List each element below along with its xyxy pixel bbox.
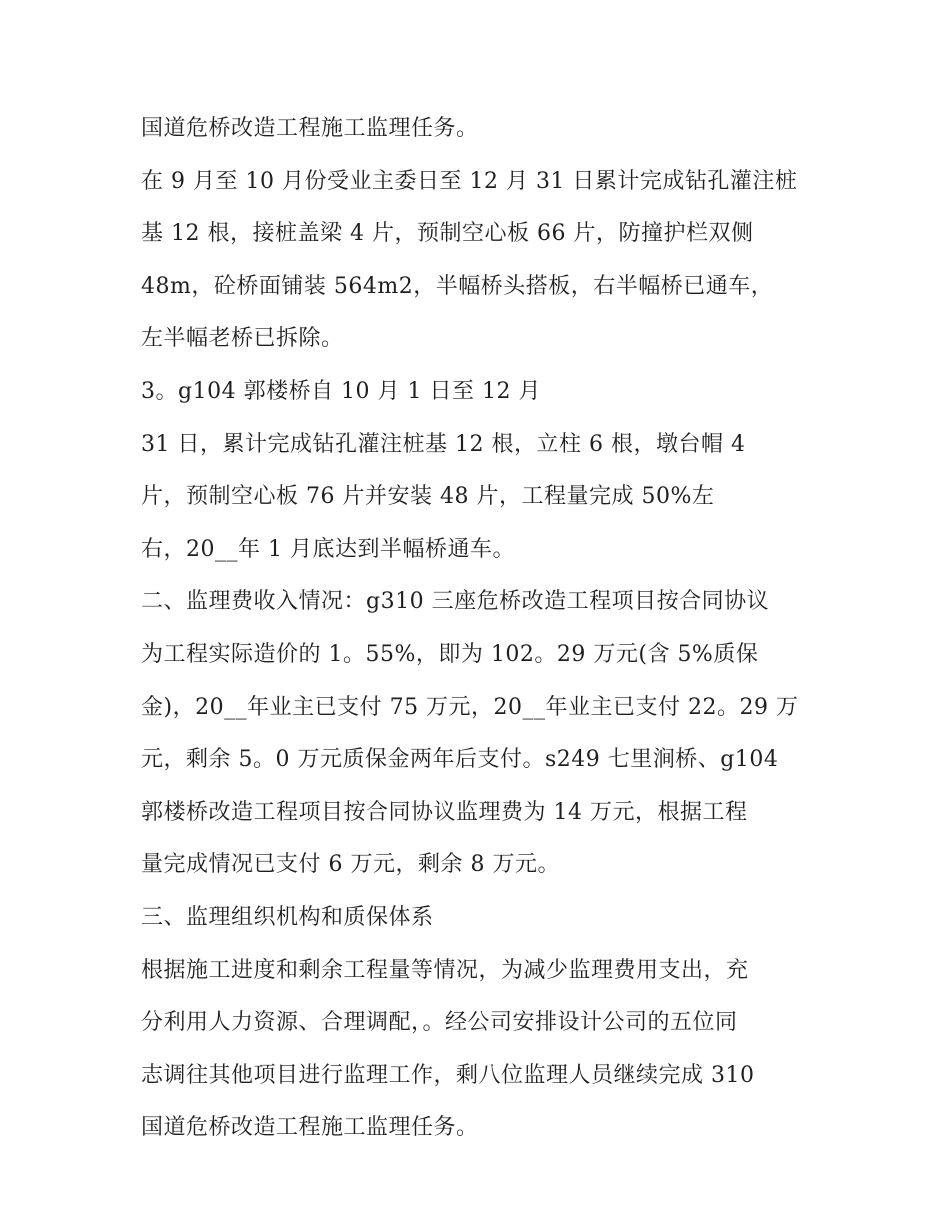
text-line: 根据施工进度和剩余工程量等情况，为减少监理费用支出，充 — [141, 957, 749, 983]
text-line: 48m，砼桥面铺装 564m2，半幅桥头搭板，右半幅桥已通车， — [141, 273, 774, 299]
text-line: 国道危桥改造工程施工监理任务。 — [141, 116, 479, 141]
text-line: 左半幅老桥已拆除。 — [141, 326, 344, 352]
text-line: 为工程实际造价的 1。55%，即为 102。29 万元(含 5%质保 — [141, 641, 759, 667]
text-line: 分利用人力资源、合理调配，。经公司安排设计公司的五位同 — [141, 1010, 738, 1036]
text-line: 志调往其他项目进行监理工作，剩八位监理人员继续完成 310 — [141, 1062, 755, 1088]
document-body — [141, 107, 821, 1159]
text-line: 3。g104 郭楼桥自 10 月 1 日至 12 月 — [141, 378, 542, 404]
section-heading: 二、监理费收入情况：g310 三座危桥改造工程项目按合同协议 — [141, 589, 770, 615]
text-line: 31 日，累计完成钻孔灌注桩基 12 根，立柱 6 根，墩台帽 4 — [141, 431, 746, 457]
text-line: 金)，20__年业主已支付 75 万元，20__年业主已支付 22。29 万 — [141, 694, 799, 720]
text-line: 基 12 根，接桩盖梁 4 片，预制空心板 66 片，防撞护栏双侧 — [141, 221, 754, 247]
section-heading: 三、监理组织机构和质保体系 — [141, 904, 434, 930]
text-line: 在 9 月至 10 月份受业主委日至 12 月 31 日累计完成钻孔灌注桩 — [141, 168, 798, 194]
text-line: 元，剩余 5。0 万元质保金两年后支付。s249 七里涧桥、g104 — [141, 747, 779, 773]
text-line: 量完成情况已支付 6 万元，剩余 8 万元。 — [141, 852, 560, 878]
text-line: 国道危桥改造工程施工监理任务。 — [141, 1115, 479, 1141]
text-line: 郭楼桥改造工程项目按合同协议监理费为 14 万元，根据工程 — [141, 799, 748, 825]
text-line: 右，20__年 1 月底达到半幅桥通车。 — [141, 536, 515, 562]
text-line: 片，预制空心板 76 片并安装 48 片，工程量完成 50%左 — [141, 484, 715, 510]
